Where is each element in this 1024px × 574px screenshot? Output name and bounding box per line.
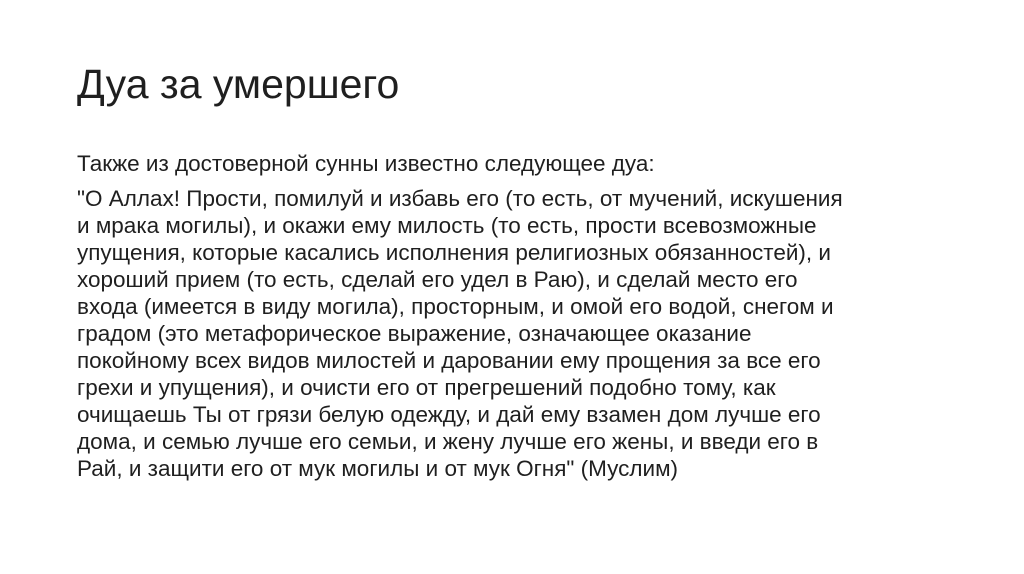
quote-line: градом (это метафорическое выражение, означающее оказание: [77, 321, 752, 346]
quote-line: входа (имеется в виду могила), просторным, и омой его водой, снегом и: [77, 294, 834, 319]
quote-line: и мрака могилы), и окажи ему милость (то есть, прости всевозможные: [77, 213, 817, 238]
intro-paragraph: Также из достоверной сунны известно следующее дуа:: [77, 151, 655, 176]
quote-line: дома, и семью лучше его семьи, и жену лучше его жены, и введи его в: [77, 429, 819, 454]
quote-line: Рай, и защити его от мук могилы и от мук Огня" (Муслим): [77, 456, 679, 481]
slide-title: Дуа за умершего: [77, 61, 400, 107]
quote-line: очищаешь Ты от грязи белую одежду, и дай ему взамен дом лучше его: [77, 402, 821, 427]
dua-quote-paragraph: [77, 185, 957, 482]
slide-body: [77, 150, 957, 482]
quote-line: упущения, которые касались исполнения религиозных обязанностей), и: [77, 240, 831, 265]
quote-line: "О Аллах! Прости, помилуй и избавь его (то есть, от мучений, искушения: [77, 186, 843, 211]
quote-line: грехи и упущения), и очисти его от прегрешений подобно тому, как: [77, 375, 776, 400]
quote-line: хороший прием (то есть, сделай его удел в Раю), и сделай место его: [77, 267, 798, 292]
quote-line: покойному всех видов милостей и даровании ему прощения за все его: [77, 348, 821, 373]
